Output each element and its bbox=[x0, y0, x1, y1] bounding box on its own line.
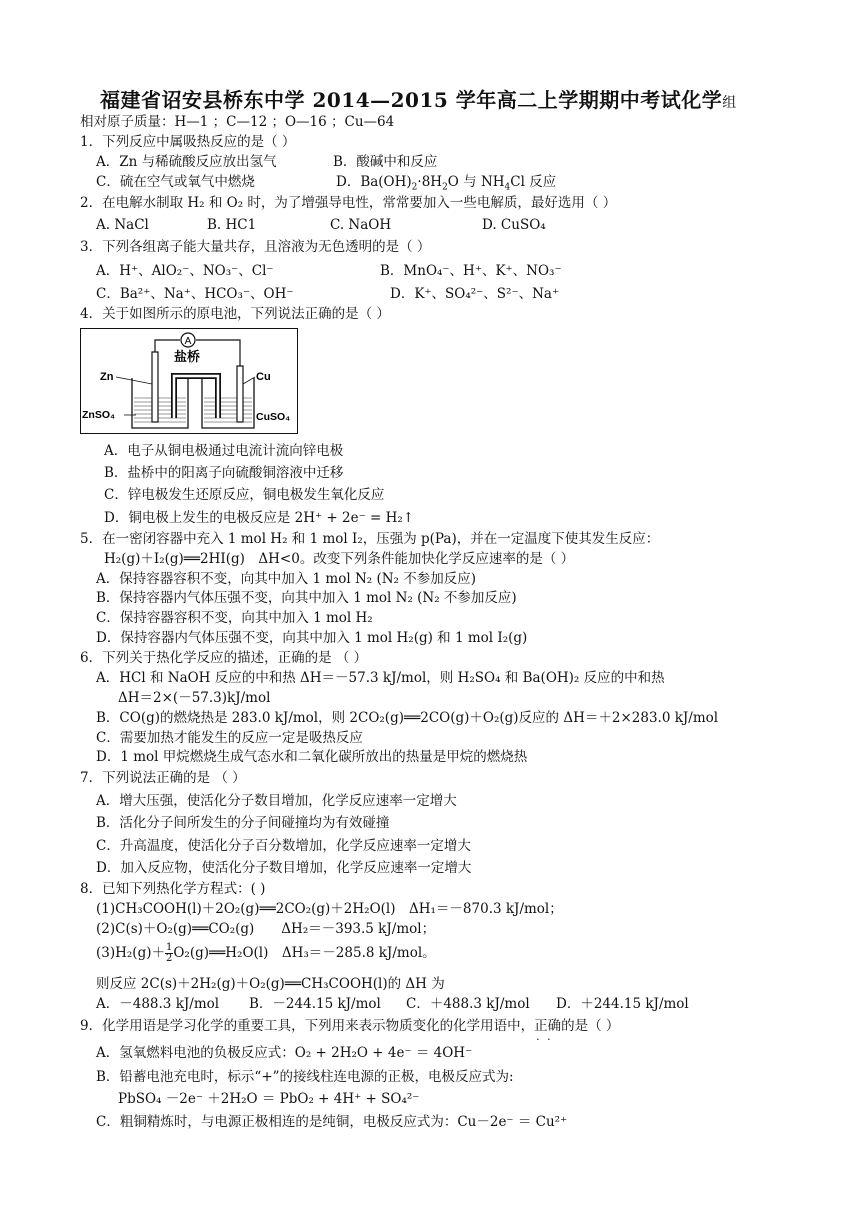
q8-option-d: D．＋244.15 kJ/mol bbox=[556, 996, 689, 1012]
q5-equation: H₂(g)＋I₂(g)══2HI(g) ΔH<0。改变下列条件能加快化学反应速率的是（ ） bbox=[104, 551, 575, 567]
q7-option-d: D．加入反应物，使活化分子数目增加，化学反应速率一定增大 bbox=[96, 860, 472, 876]
q9-stem: 9．化学用语是学习化学的重要工具，下列用来表示物质变化的化学用语中，正确 · ·的是（ ） bbox=[80, 1017, 619, 1035]
q3-option-d: D．K⁺、SO₄²⁻、S²⁻、Na⁺ bbox=[390, 286, 560, 302]
q5-option-c: C．保持容器容积不变，向其中加入 1 mol H₂ bbox=[96, 610, 373, 626]
q1-option-d: D．$Ba(OH)_2\cdot 8H_2O$ 与 $NH_4Cl$ 反应 bbox=[336, 174, 557, 193]
q6-option-c: C．需要加热才能发生的反应一定是吸热反应 bbox=[96, 730, 363, 746]
atomic-masses: 相对原子质量：H—1 ；C—12 ；O—16 ；Cu—64 bbox=[80, 114, 395, 130]
q9-option-b: B．铅蓄电池充电时，标示“+”的接线柱连电源的正极，电极反应式为: bbox=[96, 1069, 514, 1085]
q6-option-a-cont: ΔH＝2×(－57.3)kJ/mol bbox=[118, 690, 271, 706]
q2-option-c: C. NaOH bbox=[330, 217, 392, 233]
q8-equation-2: (2)C(s)＋O₂(g)══CO₂(g) ΔH₂＝－393.5 kJ/mol； bbox=[96, 921, 436, 937]
q8-option-a: A．－488.3 kJ/mol bbox=[96, 996, 220, 1012]
zn-label: Zn bbox=[100, 371, 114, 383]
left-beaker bbox=[132, 378, 188, 428]
q6-option-b: B．CO(g)的燃烧热是 283.0 kJ/mol，则 2CO₂(g)══2CO(g)＋O₂(g)反应的 ΔH＝＋2×283.0 kJ/mol bbox=[96, 710, 719, 726]
q6-option-a: A．HCl 和 NaOH 反应的中和热 ΔH＝－57.3 kJ/mol，则 H₂SO₄ 和 Ba(OH)₂ 反应的中和热 bbox=[96, 670, 665, 686]
q2-option-d: D. CuSO₄ bbox=[482, 217, 546, 233]
q9-option-b-equation: PbSO₄ －2e⁻ ＋2H₂O ＝ PbO₂ + 4H⁺ + SO₄²⁻ bbox=[118, 1091, 420, 1107]
fraction-one-half: $\frac{1}{2}$ bbox=[165, 942, 173, 964]
q1-option-a: A．Zn 与稀硫酸反应放出氢气 bbox=[96, 154, 277, 170]
cuso4-label: CuSO₄ bbox=[256, 411, 291, 423]
q2-option-a: A. NaCl bbox=[96, 217, 149, 233]
q6-option-d: D．1 mol 甲烷燃烧生成气态水和二氧化碳所放出的热量是甲烷的燃烧热 bbox=[96, 749, 528, 765]
q4-option-b: B．盐桥中的阳离子向硫酸铜溶液中迁移 bbox=[104, 465, 344, 481]
cu-electrode bbox=[237, 366, 243, 422]
q4-option-a: A．电子从铜电极通过电流计流向锌电极 bbox=[104, 443, 344, 459]
q3-option-c: C．Ba²⁺、Na⁺、HCO₃⁻、OH⁻ bbox=[96, 286, 294, 302]
q8-equation-1: (1)CH₃COOH(l)＋2O₂(g)══2CO₂(g)＋2H₂O(l) ΔH₁＝－870.3 kJ/mol； bbox=[96, 901, 563, 917]
cu-label: Cu bbox=[256, 371, 271, 383]
page-title bbox=[100, 84, 737, 113]
salt-bridge-label: 盐桥 bbox=[173, 350, 201, 365]
q3-option-b: B．MnO₄⁻、H⁺、K⁺、NO₃⁻ bbox=[380, 263, 562, 279]
galvanic-cell-diagram bbox=[80, 328, 298, 434]
zn-electrode bbox=[152, 352, 158, 422]
q4-stem: 4．关于如图所示的原电池，下列说法正确的是（ ） bbox=[80, 306, 390, 322]
q9-option-a: A．氢氧燃料电池的负极反应式：O₂ + 2H₂O + 4e⁻ ＝ 4OH⁻ bbox=[96, 1045, 473, 1061]
q2-stem: 2．在电解水制取 H₂ 和 O₂ 时，为了增强导电性，常常要加入一些电解质，最好选用（ ） bbox=[80, 195, 617, 211]
title-tail: 组 bbox=[722, 95, 737, 111]
q7-option-b: B．活化分子间所发生的分子间碰撞均为有效碰撞 bbox=[96, 815, 390, 831]
q2-option-b: B. HC1 bbox=[207, 217, 257, 233]
ammeter-label: A bbox=[184, 336, 192, 347]
q8-option-b: B．－244.15 kJ/mol bbox=[249, 996, 381, 1012]
q5-stem: 5．在一密闭容器中充入 1 mol H₂ 和 1 mol I₂，压强为 p(Pa)，并在一定温度下使其发生反应： bbox=[80, 531, 660, 547]
q7-option-c: C．升高温度，使活化分子百分数增加，化学反应速率一定增大 bbox=[96, 838, 471, 854]
q4-option-d: D．铜电极上发生的电极反应是 2H⁺ + 2e⁻ = H₂↑ bbox=[104, 510, 415, 526]
q5-option-b: B．保持容器内气体压强不变，向其中加入 1 mol N₂ (N₂ 不参加反应) bbox=[96, 590, 517, 606]
q9-option-c: C．粗铜精炼时，与电源正极相连的是纯铜，电极反应式为：Cu－2e⁻ ＝ Cu²⁺ bbox=[96, 1114, 568, 1130]
q8-question: 则反应 2C(s)＋2H₂(g)＋O₂(g)══CH₃COOH(l)的 ΔH 为 bbox=[96, 976, 445, 992]
q3-option-a: A．H⁺、AlO₂⁻、NO₃⁻、Cl⁻ bbox=[96, 263, 274, 279]
q5-option-a: A．保持容器容积不变，向其中加入 1 mol N₂ (N₂ 不参加反应) bbox=[96, 571, 477, 587]
q8-equation-3: (3)H₂(g)＋ $\frac{1}{2}$ O₂(g)══H₂O(l) ΔH₃＝－285.8 kJ/mol。 bbox=[96, 942, 436, 964]
q5-option-d: D．保持容器内气体压强不变，向其中加入 1 mol H₂(g) 和 1 mol I₂(g) bbox=[96, 630, 528, 646]
q6-stem: 6．下列关于热化学反应的描述，正确的是 （ ） bbox=[80, 650, 368, 666]
q8-stem: 8．已知下列热化学方程式：( ) bbox=[80, 881, 266, 897]
q1-stem: 1．下列反应中属吸热反应的是（ ） bbox=[80, 134, 296, 150]
znso4-label: ZnSO₄ bbox=[82, 409, 116, 421]
q4-option-c: C．锌电极发生还原反应，铜电极发生氧化反应 bbox=[104, 487, 385, 503]
q1-option-b: B．酸碱中和反应 bbox=[333, 154, 438, 170]
q3-stem: 3．下列各组离子能大量共存，且溶液为无色透明的是（ ） bbox=[80, 239, 431, 255]
q8-option-c: C．＋488.3 kJ/mol bbox=[406, 996, 530, 1012]
title-main: 福建省诏安县桥东中学 2014—2015 学年高二上学期期中考试化学 bbox=[100, 88, 723, 112]
emphasis-mark: 正确 · · bbox=[534, 1018, 561, 1034]
q7-stem: 7．下列说法正确的是 （ ） bbox=[80, 770, 246, 786]
q7-option-a: A．增大压强，使活化分子数目增加，化学反应速率一定增大 bbox=[96, 793, 457, 809]
salt-bridge-tube bbox=[174, 376, 218, 418]
q1-option-c: C．硫在空气或氧气中燃烧 bbox=[96, 174, 255, 190]
right-beaker bbox=[202, 378, 254, 428]
